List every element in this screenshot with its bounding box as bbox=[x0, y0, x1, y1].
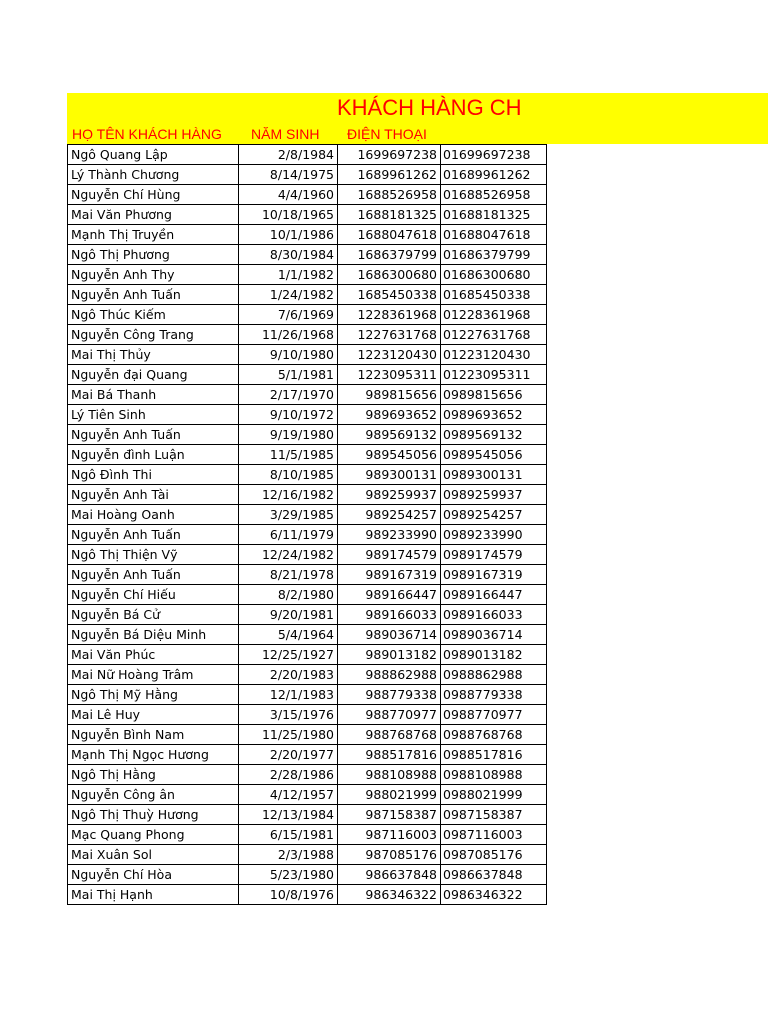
cell-name[interactable]: Nguyễn đại Quang bbox=[68, 365, 239, 385]
cell-phone-number[interactable]: 1686300680 bbox=[338, 265, 441, 285]
table-row[interactable] bbox=[68, 705, 547, 725]
cell-phone-text[interactable]: 0989174579 bbox=[441, 545, 547, 565]
cell-phone-number[interactable]: 1688526958 bbox=[338, 185, 441, 205]
cell-phone-number[interactable]: 1699697238 bbox=[338, 145, 441, 165]
table-row[interactable] bbox=[68, 805, 547, 825]
cell-name[interactable]: Mai Thị Hạnh bbox=[68, 885, 239, 905]
cell-name[interactable]: Mai Hoàng Oanh bbox=[68, 505, 239, 525]
cell-name[interactable]: Nguyễn Anh Tài bbox=[68, 485, 239, 505]
cell-phone-number[interactable]: 989233990 bbox=[338, 525, 441, 545]
cell-phone-text[interactable]: 0989166447 bbox=[441, 585, 547, 605]
cell-phone-text[interactable]: 01688047618 bbox=[441, 225, 547, 245]
cell-phone-number[interactable]: 989166033 bbox=[338, 605, 441, 625]
cell-dob[interactable]: 1/24/1982 bbox=[239, 285, 338, 305]
cell-name[interactable]: Nguyễn Bá Cử bbox=[68, 605, 239, 625]
cell-name[interactable]: Nguyễn Bá Diệu Minh bbox=[68, 625, 239, 645]
table-row[interactable] bbox=[68, 265, 547, 285]
cell-phone-number[interactable]: 989013182 bbox=[338, 645, 441, 665]
cell-phone-text[interactable]: 01688526958 bbox=[441, 185, 547, 205]
cell-dob[interactable]: 8/14/1975 bbox=[239, 165, 338, 185]
cell-phone-number[interactable]: 1223120430 bbox=[338, 345, 441, 365]
table-row[interactable] bbox=[68, 865, 547, 885]
cell-dob[interactable]: 2/20/1977 bbox=[239, 745, 338, 765]
cell-dob[interactable]: 12/24/1982 bbox=[239, 545, 338, 565]
header-row bbox=[67, 124, 768, 144]
cell-phone-text[interactable]: 0987116003 bbox=[441, 825, 547, 845]
cell-dob[interactable]: 2/17/1970 bbox=[239, 385, 338, 405]
cell-phone-number[interactable]: 1228361968 bbox=[338, 305, 441, 325]
cell-name[interactable]: Lý Thành Chương bbox=[68, 165, 239, 185]
cell-phone-text[interactable]: 01689961262 bbox=[441, 165, 547, 185]
cell-phone-text[interactable]: 0989013182 bbox=[441, 645, 547, 665]
cell-dob[interactable]: 11/5/1985 bbox=[239, 445, 338, 465]
table-row[interactable] bbox=[68, 345, 547, 365]
cell-phone-text[interactable]: 0988768768 bbox=[441, 725, 547, 745]
cell-phone-text[interactable]: 0988108988 bbox=[441, 765, 547, 785]
cell-dob[interactable]: 2/28/1986 bbox=[239, 765, 338, 785]
cell-phone-number[interactable]: 988770977 bbox=[338, 705, 441, 725]
cell-name[interactable]: Mai Thị Thủy bbox=[68, 345, 239, 365]
cell-phone-text[interactable]: 01688181325 bbox=[441, 205, 547, 225]
header-name: HỌ TÊN KHÁCH HÀNG bbox=[72, 126, 222, 142]
cell-dob[interactable]: 5/1/1981 bbox=[239, 365, 338, 385]
cell-phone-text[interactable]: 0989259937 bbox=[441, 485, 547, 505]
cell-phone-number[interactable]: 989174579 bbox=[338, 545, 441, 565]
cell-phone-text[interactable]: 01228361968 bbox=[441, 305, 547, 325]
cell-phone-number[interactable]: 989693652 bbox=[338, 405, 441, 425]
cell-dob[interactable]: 2/20/1983 bbox=[239, 665, 338, 685]
cell-phone-number[interactable]: 988862988 bbox=[338, 665, 441, 685]
table-row[interactable] bbox=[68, 685, 547, 705]
cell-phone-text[interactable]: 0989545056 bbox=[441, 445, 547, 465]
cell-phone-number[interactable]: 989254257 bbox=[338, 505, 441, 525]
cell-name[interactable]: Mai Bá Thanh bbox=[68, 385, 239, 405]
header-dob: NĂM SINH bbox=[251, 126, 320, 142]
table-row[interactable] bbox=[68, 885, 547, 905]
cell-phone-number[interactable]: 986637848 bbox=[338, 865, 441, 885]
cell-name[interactable]: Ngô Đình Thi bbox=[68, 465, 239, 485]
table-row[interactable] bbox=[68, 845, 547, 865]
cell-name[interactable]: Nguyễn Anh Tuấn bbox=[68, 285, 239, 305]
cell-name[interactable]: Ngô Thị Phương bbox=[68, 245, 239, 265]
cell-name[interactable]: Nguyễn Chí Hùng bbox=[68, 185, 239, 205]
table-row[interactable] bbox=[68, 445, 547, 465]
table-row[interactable] bbox=[68, 325, 547, 345]
cell-phone-text[interactable]: 0988862988 bbox=[441, 665, 547, 685]
cell-name[interactable]: Nguyễn Anh Tuấn bbox=[68, 425, 239, 445]
table-row[interactable] bbox=[68, 585, 547, 605]
cell-phone-number[interactable]: 1686379799 bbox=[338, 245, 441, 265]
table-row[interactable] bbox=[68, 145, 547, 165]
header-phone: ĐIỆN THOẠI bbox=[347, 126, 427, 142]
cell-name[interactable]: Nguyễn Anh Thy bbox=[68, 265, 239, 285]
cell-dob[interactable]: 7/6/1969 bbox=[239, 305, 338, 325]
cell-dob[interactable]: 10/8/1976 bbox=[239, 885, 338, 905]
cell-dob[interactable]: 2/8/1984 bbox=[239, 145, 338, 165]
cell-name[interactable]: Nguyễn Bình Nam bbox=[68, 725, 239, 745]
cell-phone-text[interactable]: 0987085176 bbox=[441, 845, 547, 865]
cell-phone-text[interactable]: 0988779338 bbox=[441, 685, 547, 705]
cell-phone-number[interactable]: 989259937 bbox=[338, 485, 441, 505]
cell-phone-number[interactable]: 987116003 bbox=[338, 825, 441, 845]
cell-dob[interactable]: 5/23/1980 bbox=[239, 865, 338, 885]
table-row[interactable] bbox=[68, 365, 547, 385]
cell-phone-text[interactable]: 01685450338 bbox=[441, 285, 547, 305]
cell-phone-number[interactable]: 1688181325 bbox=[338, 205, 441, 225]
cell-name[interactable]: Nguyễn Chí Hiếu bbox=[68, 585, 239, 605]
cell-phone-text[interactable]: 0989166033 bbox=[441, 605, 547, 625]
table-row[interactable] bbox=[68, 605, 547, 625]
cell-phone-number[interactable]: 987158387 bbox=[338, 805, 441, 825]
table-row[interactable] bbox=[68, 305, 547, 325]
table-row[interactable] bbox=[68, 725, 547, 745]
table-row[interactable] bbox=[68, 545, 547, 565]
table-row[interactable] bbox=[68, 405, 547, 425]
table-row[interactable] bbox=[68, 505, 547, 525]
table-row[interactable] bbox=[68, 825, 547, 845]
cell-phone-text[interactable]: 0989254257 bbox=[441, 505, 547, 525]
table-row[interactable] bbox=[68, 205, 547, 225]
cell-name[interactable]: Nguyễn Công ân bbox=[68, 785, 239, 805]
cell-dob[interactable]: 9/20/1981 bbox=[239, 605, 338, 625]
cell-phone-number[interactable]: 989569132 bbox=[338, 425, 441, 445]
cell-dob[interactable]: 4/12/1957 bbox=[239, 785, 338, 805]
cell-name[interactable]: Mai Lê Huy bbox=[68, 705, 239, 725]
cell-phone-number[interactable]: 988517816 bbox=[338, 745, 441, 765]
table-row[interactable] bbox=[68, 465, 547, 485]
cell-phone-text[interactable]: 01686300680 bbox=[441, 265, 547, 285]
table-row[interactable] bbox=[68, 785, 547, 805]
cell-phone-text[interactable]: 0987158387 bbox=[441, 805, 547, 825]
table-row[interactable] bbox=[68, 665, 547, 685]
cell-dob[interactable]: 1/1/1982 bbox=[239, 265, 338, 285]
cell-phone-number[interactable]: 988021999 bbox=[338, 785, 441, 805]
cell-phone-text[interactable]: 0986637848 bbox=[441, 865, 547, 885]
cell-name[interactable]: Mai Nữ Hoàng Trâm bbox=[68, 665, 239, 685]
cell-phone-number[interactable]: 988108988 bbox=[338, 765, 441, 785]
cell-dob[interactable]: 11/26/1968 bbox=[239, 325, 338, 345]
cell-name[interactable]: Mạnh Thị Ngọc Hương bbox=[68, 745, 239, 765]
cell-name[interactable]: Mai Văn Phúc bbox=[68, 645, 239, 665]
cell-dob[interactable]: 8/10/1985 bbox=[239, 465, 338, 485]
cell-phone-number[interactable]: 988768768 bbox=[338, 725, 441, 745]
table-row[interactable] bbox=[68, 765, 547, 785]
cell-dob[interactable]: 9/10/1972 bbox=[239, 405, 338, 425]
cell-phone-number[interactable]: 988779338 bbox=[338, 685, 441, 705]
customer-table-body bbox=[68, 145, 547, 905]
cell-phone-text[interactable]: 0988021999 bbox=[441, 785, 547, 805]
table-row[interactable] bbox=[68, 165, 547, 185]
cell-dob[interactable]: 6/15/1981 bbox=[239, 825, 338, 845]
table-row[interactable] bbox=[68, 525, 547, 545]
cell-name[interactable]: Mai Văn Phương bbox=[68, 205, 239, 225]
cell-phone-text[interactable]: 0986346322 bbox=[441, 885, 547, 905]
cell-name[interactable]: Mạnh Thị Truyền bbox=[68, 225, 239, 245]
cell-phone-text[interactable]: 0989693652 bbox=[441, 405, 547, 425]
cell-phone-number[interactable]: 1688047618 bbox=[338, 225, 441, 245]
cell-phone-text[interactable]: 0989167319 bbox=[441, 565, 547, 585]
cell-phone-number[interactable]: 989300131 bbox=[338, 465, 441, 485]
cell-phone-number[interactable]: 986346322 bbox=[338, 885, 441, 905]
cell-dob[interactable]: 12/25/1927 bbox=[239, 645, 338, 665]
cell-phone-text[interactable]: 01699697238 bbox=[441, 145, 547, 165]
cell-dob[interactable]: 10/1/1986 bbox=[239, 225, 338, 245]
cell-phone-number[interactable]: 1689961262 bbox=[338, 165, 441, 185]
cell-dob[interactable]: 12/1/1983 bbox=[239, 685, 338, 705]
cell-phone-text[interactable]: 0989233990 bbox=[441, 525, 547, 545]
cell-phone-number[interactable]: 989815656 bbox=[338, 385, 441, 405]
cell-dob[interactable]: 3/15/1976 bbox=[239, 705, 338, 725]
cell-phone-number[interactable]: 1223095311 bbox=[338, 365, 441, 385]
cell-dob[interactable]: 2/3/1988 bbox=[239, 845, 338, 865]
cell-name[interactable]: Nguyễn Anh Tuấn bbox=[68, 525, 239, 545]
cell-dob[interactable]: 11/25/1980 bbox=[239, 725, 338, 745]
cell-phone-number[interactable]: 989167319 bbox=[338, 565, 441, 585]
table-row[interactable] bbox=[68, 485, 547, 505]
cell-phone-text[interactable]: 01227631768 bbox=[441, 325, 547, 345]
cell-phone-text[interactable]: 0988517816 bbox=[441, 745, 547, 765]
cell-phone-number[interactable]: 987085176 bbox=[338, 845, 441, 865]
cell-name[interactable]: Nguyễn Chí Hòa bbox=[68, 865, 239, 885]
cell-name[interactable]: Ngô Thị Mỹ Hằng bbox=[68, 685, 239, 705]
cell-phone-text[interactable]: 0989569132 bbox=[441, 425, 547, 445]
customer-table bbox=[67, 144, 547, 905]
cell-dob[interactable]: 10/18/1965 bbox=[239, 205, 338, 225]
cell-dob[interactable]: 9/10/1980 bbox=[239, 345, 338, 365]
cell-name[interactable]: Mạc Quang Phong bbox=[68, 825, 239, 845]
cell-name[interactable]: Nguyễn đình Luận bbox=[68, 445, 239, 465]
table-row[interactable] bbox=[68, 745, 547, 765]
cell-phone-number[interactable]: 1685450338 bbox=[338, 285, 441, 305]
cell-dob[interactable]: 12/16/1982 bbox=[239, 485, 338, 505]
table-row[interactable] bbox=[68, 645, 547, 665]
table-row[interactable] bbox=[68, 565, 547, 585]
cell-name[interactable]: Lý Tiên Sinh bbox=[68, 405, 239, 425]
cell-phone-number[interactable]: 989036714 bbox=[338, 625, 441, 645]
cell-dob[interactable]: 3/29/1985 bbox=[239, 505, 338, 525]
cell-name[interactable]: Nguyễn Công Trang bbox=[68, 325, 239, 345]
cell-name[interactable]: Ngô Thị Thuỳ Hương bbox=[68, 805, 239, 825]
cell-dob[interactable]: 6/11/1979 bbox=[239, 525, 338, 545]
cell-phone-number[interactable]: 989166447 bbox=[338, 585, 441, 605]
cell-dob[interactable]: 9/19/1980 bbox=[239, 425, 338, 445]
cell-dob[interactable]: 12/13/1984 bbox=[239, 805, 338, 825]
cell-dob[interactable]: 5/4/1964 bbox=[239, 625, 338, 645]
table-row[interactable] bbox=[68, 385, 547, 405]
cell-phone-text[interactable]: 0988770977 bbox=[441, 705, 547, 725]
cell-name[interactable]: Mai Xuân Sol bbox=[68, 845, 239, 865]
cell-phone-number[interactable]: 989545056 bbox=[338, 445, 441, 465]
cell-phone-number[interactable]: 1227631768 bbox=[338, 325, 441, 345]
table-row[interactable] bbox=[68, 225, 547, 245]
table-row[interactable] bbox=[68, 185, 547, 205]
sheet-title: KHÁCH HÀNG CH bbox=[337, 95, 522, 120]
cell-dob[interactable]: 8/30/1984 bbox=[239, 245, 338, 265]
cell-phone-text[interactable]: 0989036714 bbox=[441, 625, 547, 645]
cell-name[interactable]: Ngô Thị Hằng bbox=[68, 765, 239, 785]
cell-dob[interactable]: 4/4/1960 bbox=[239, 185, 338, 205]
cell-dob[interactable]: 8/2/1980 bbox=[239, 585, 338, 605]
cell-dob[interactable]: 8/21/1978 bbox=[239, 565, 338, 585]
cell-phone-text[interactable]: 01223120430 bbox=[441, 345, 547, 365]
cell-name[interactable]: Ngô Quang Lập bbox=[68, 145, 239, 165]
cell-name[interactable]: Ngô Thị Thiện Vỹ bbox=[68, 545, 239, 565]
cell-phone-text[interactable]: 0989815656 bbox=[441, 385, 547, 405]
cell-name[interactable]: Ngô Thúc Kiếm bbox=[68, 305, 239, 325]
table-row[interactable] bbox=[68, 425, 547, 445]
cell-phone-text[interactable]: 01686379799 bbox=[441, 245, 547, 265]
table-row[interactable] bbox=[68, 625, 547, 645]
table-row[interactable] bbox=[68, 285, 547, 305]
table-row[interactable] bbox=[68, 245, 547, 265]
cell-phone-text[interactable]: 0989300131 bbox=[441, 465, 547, 485]
cell-phone-text[interactable]: 01223095311 bbox=[441, 365, 547, 385]
cell-name[interactable]: Nguyễn Anh Tuấn bbox=[68, 565, 239, 585]
